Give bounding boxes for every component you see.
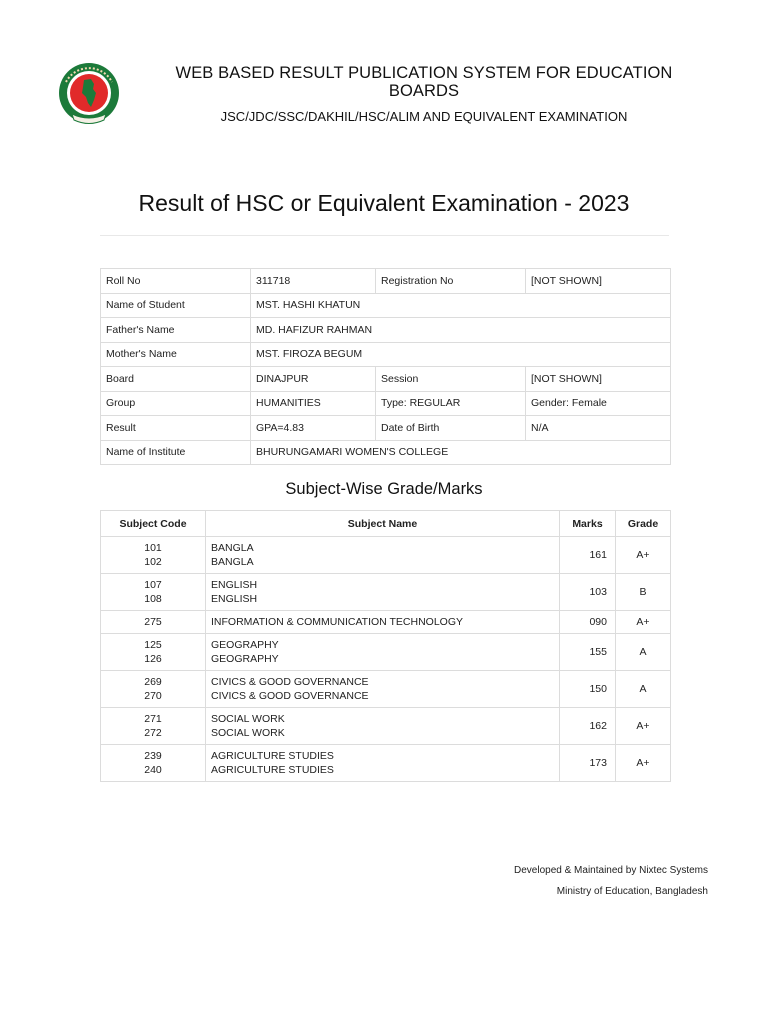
- subject-name-2: BANGLA: [211, 556, 254, 568]
- result-label: Result: [101, 416, 251, 441]
- grade-row: [101, 611, 671, 634]
- dob-label: Date of Birth: [376, 416, 526, 441]
- subject-name: [206, 574, 560, 611]
- group-value: HUMANITIES: [251, 391, 376, 416]
- grades-table: [100, 510, 671, 782]
- registration-value: [NOT SHOWN]: [526, 269, 671, 294]
- mother-name-label: Mother's Name: [101, 342, 251, 367]
- info-row-mother: [101, 342, 671, 367]
- marks-header: Marks: [560, 511, 616, 537]
- grade-value: A+: [616, 745, 671, 782]
- subject-code-1: 239: [144, 750, 162, 762]
- subject-code-2: 272: [144, 727, 162, 739]
- board-value: DINAJPUR: [251, 367, 376, 392]
- result-value: GPA=4.83: [251, 416, 376, 441]
- marks-value: 150: [560, 671, 616, 708]
- subject-name: [206, 537, 560, 574]
- subject-code-1: 107: [144, 579, 162, 591]
- subject-name-2: SOCIAL WORK: [211, 727, 285, 739]
- board-label: Board: [101, 367, 251, 392]
- subject-code: [101, 671, 206, 708]
- header-subtitle: JSC/JDC/SSC/DAKHIL/HSC/ALIM AND EQUIVALENT EXAMINATION: [220, 109, 628, 124]
- subject-code: [101, 634, 206, 671]
- subject-code-2: 126: [144, 653, 162, 665]
- subject-code: [101, 745, 206, 782]
- gender-value: Gender: Female: [526, 391, 671, 416]
- subject-code-1: 101: [144, 542, 162, 554]
- grades-section-title: Subject-Wise Grade/Marks: [285, 480, 483, 498]
- subject-code-1: 275: [144, 616, 162, 628]
- marks-value: 173: [560, 745, 616, 782]
- grade-value: A+: [616, 537, 671, 574]
- grade-row: [101, 745, 671, 782]
- father-name-label: Father's Name: [101, 318, 251, 343]
- grade-value: A: [616, 671, 671, 708]
- subject-code-2: 270: [144, 690, 162, 702]
- subject-name: [206, 634, 560, 671]
- marks-value: 090: [560, 611, 616, 634]
- ministry-credit: Ministry of Education, Bangladesh: [556, 886, 708, 897]
- info-row-father: [101, 318, 671, 343]
- subject-code: [101, 574, 206, 611]
- subject-name: [206, 671, 560, 708]
- subject-name-header: Subject Name: [206, 511, 560, 537]
- info-row-name: [101, 293, 671, 318]
- mother-name-value: MST. FIROZA BEGUM: [251, 342, 671, 367]
- subject-name-2: CIVICS & GOOD GOVERNANCE: [211, 690, 369, 702]
- grades-body: [101, 537, 671, 782]
- marks-value: 161: [560, 537, 616, 574]
- group-label: Group: [101, 391, 251, 416]
- session-label: Session: [376, 367, 526, 392]
- session-value: [NOT SHOWN]: [526, 367, 671, 392]
- grade-row: [101, 634, 671, 671]
- subject-name: [206, 708, 560, 745]
- info-row-board: [101, 367, 671, 392]
- grade-header: Grade: [616, 511, 671, 537]
- institute-label: Name of Institute: [101, 440, 251, 465]
- institute-value: BHURUNGAMARI WOMEN'S COLLEGE: [251, 440, 671, 465]
- subject-name-2: ENGLISH: [211, 593, 258, 605]
- subject-code-1: 271: [144, 713, 162, 725]
- marks-value: 162: [560, 708, 616, 745]
- grade-row: [101, 671, 671, 708]
- subject-code: [101, 708, 206, 745]
- subject-code-1: 125: [144, 639, 162, 651]
- grade-row: [101, 537, 671, 574]
- subject-name-1: AGRICULTURE STUDIES: [211, 750, 334, 762]
- dob-value: N/A: [526, 416, 671, 441]
- grade-value: A+: [616, 708, 671, 745]
- subject-name-1: SOCIAL WORK: [211, 713, 285, 725]
- subject-name-1: GEOGRAPHY: [211, 639, 279, 651]
- divider: [100, 235, 669, 236]
- subject-code-1: 269: [144, 676, 162, 688]
- subject-name-1: ENGLISH: [211, 579, 258, 591]
- grades-header-row: [101, 511, 671, 537]
- roll-label: Roll No: [101, 269, 251, 294]
- developer-credit: Developed & Maintained by Nixtec Systems: [514, 865, 708, 876]
- bangladesh-govt-seal-icon: [58, 60, 120, 130]
- subject-code: [101, 537, 206, 574]
- subject-name-1: INFORMATION & COMMUNICATION TECHNOLOGY: [211, 616, 464, 628]
- info-row-group: [101, 391, 671, 416]
- marks-value: 155: [560, 634, 616, 671]
- info-row-result: [101, 416, 671, 441]
- marks-value: 103: [560, 574, 616, 611]
- info-row-roll: [101, 269, 671, 294]
- page-title: Result of HSC or Equivalent Examination - 2023: [138, 190, 630, 216]
- info-row-institute: [101, 440, 671, 465]
- grade-value: A: [616, 634, 671, 671]
- header-title: WEB BASED RESULT PUBLICATION SYSTEM FOR EDUCATION BOARDS: [175, 64, 673, 100]
- student-name-label: Name of Student: [101, 293, 251, 318]
- subject-code-2: 240: [144, 764, 162, 776]
- subject-name: [206, 611, 560, 634]
- subject-code-2: 102: [144, 556, 162, 568]
- father-name-value: MD. HAFIZUR RAHMAN: [251, 318, 671, 343]
- student-name-value: MST. HASHI KHATUN: [251, 293, 671, 318]
- type-value: Type: REGULAR: [376, 391, 526, 416]
- registration-label: Registration No: [376, 269, 526, 294]
- grade-value: B: [616, 574, 671, 611]
- student-info-table: [100, 268, 671, 465]
- subject-name-1: CIVICS & GOOD GOVERNANCE: [211, 676, 369, 688]
- subject-code: [101, 611, 206, 634]
- subject-code-header: Subject Code: [101, 511, 206, 537]
- subject-name-2: GEOGRAPHY: [211, 653, 279, 665]
- grade-row: [101, 574, 671, 611]
- grade-row: [101, 708, 671, 745]
- subject-name-2: AGRICULTURE STUDIES: [211, 764, 334, 776]
- grade-value: A+: [616, 611, 671, 634]
- roll-value: 311718: [251, 269, 376, 294]
- subject-code-2: 108: [144, 593, 162, 605]
- subject-name: [206, 745, 560, 782]
- subject-name-1: BANGLA: [211, 542, 254, 554]
